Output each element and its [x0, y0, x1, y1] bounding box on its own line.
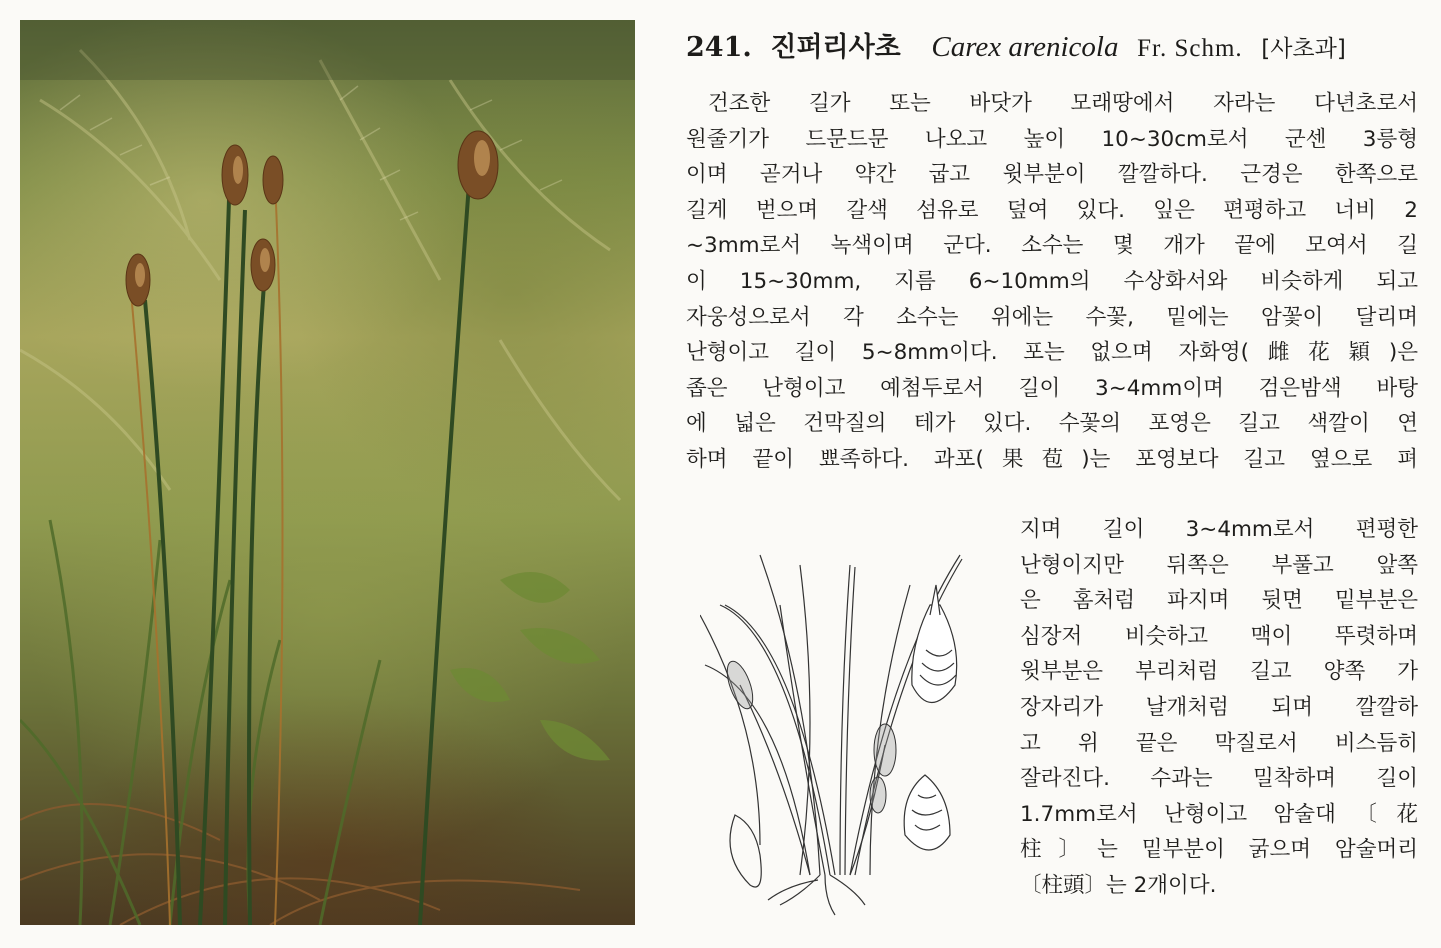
description-line: 잘라진다. 수과는 밀착하며 길이 [1020, 766, 1418, 792]
description-line: 이 15~30mm, 지름 6~10mm의 수상화서와 비슷하게 되고 [686, 268, 1418, 294]
description-line: 윗부분은 부리처럼 길고 양쪽 가 [1020, 659, 1418, 685]
description-line: 柱〕는 밑부분이 굵으며 암술머리 [1020, 837, 1418, 863]
description-line: 장자리가 날개처럼 되며 깔깔하 [1020, 694, 1418, 720]
family-name: [사초과] [1261, 36, 1346, 62]
korean-name: 진퍼리사초 [770, 32, 901, 63]
description-top [686, 86, 1418, 478]
description-line: 하며 끝이 뾰족하다. 과포(果苞)는 포영보다 길고 옆으로 펴 [686, 446, 1418, 472]
description-line: 〔柱頭〕는 2개이다. [1020, 872, 1217, 898]
description-line: 심장저 비슷하고 맥이 뚜렷하며 [1020, 623, 1418, 649]
description-line: ~3mm로서 녹색이며 군다. 소수는 몇 개가 끝에 모여서 길 [686, 233, 1418, 259]
description-line: 이며 곧거나 약간 굽고 윗부분이 깔깔하다. 근경은 한쪽으로 [686, 162, 1418, 188]
description-line: 원줄기가 드문드문 나오고 높이 10~30cm로서 군센 3릉형 [686, 126, 1418, 152]
scientific-name: Carex arenicola [931, 31, 1119, 63]
description-line: 고 위 끝은 막질로서 비스듬히 [1020, 730, 1418, 756]
description-line: 지며 길이 3~4mm로서 편평한 [1020, 517, 1418, 542]
description-line: 난형이고 길이 5~8mm이다. 포는 없으며 자화영(雌花穎)은 [686, 340, 1418, 366]
description-side [1020, 512, 1418, 904]
plant-photo [20, 20, 635, 925]
description-line: 좁은 난형이고 예첨두로서 길이 3~4mm이며 검은밤색 바탕 [686, 375, 1418, 401]
plant-photo-illustration [20, 20, 635, 925]
entry-number: 241. [686, 32, 752, 63]
description-line: 은 홈처럼 파지며 뒷면 밑부분은 [1020, 588, 1418, 614]
description-line: 에 넓은 건막질의 테가 있다. 수꽃의 포영은 길고 색깔이 연 [686, 411, 1418, 437]
description-line: 1.7mm로서 난형이고 암술대〔花 [1020, 801, 1418, 827]
entry-header [686, 30, 1421, 74]
description-line: 건조한 길가 또는 바닷가 모래땅에서 자라는 다년초로서 [708, 91, 1418, 116]
botanical-illustration [700, 545, 975, 925]
author-name: Fr. Schm. [1137, 35, 1243, 62]
botanical-line-drawing [700, 545, 975, 925]
description-line: 자웅성으로서 각 소수는 위에는 수꽃, 밑에는 암꽃이 달리며 [686, 304, 1418, 330]
description-line: 난형이지만 뒤쪽은 부풀고 앞쪽 [1020, 552, 1418, 578]
description-line: 길게 벋으며 갈색 섬유로 덮여 있다. 잎은 편평하고 너비 2 [686, 197, 1418, 223]
